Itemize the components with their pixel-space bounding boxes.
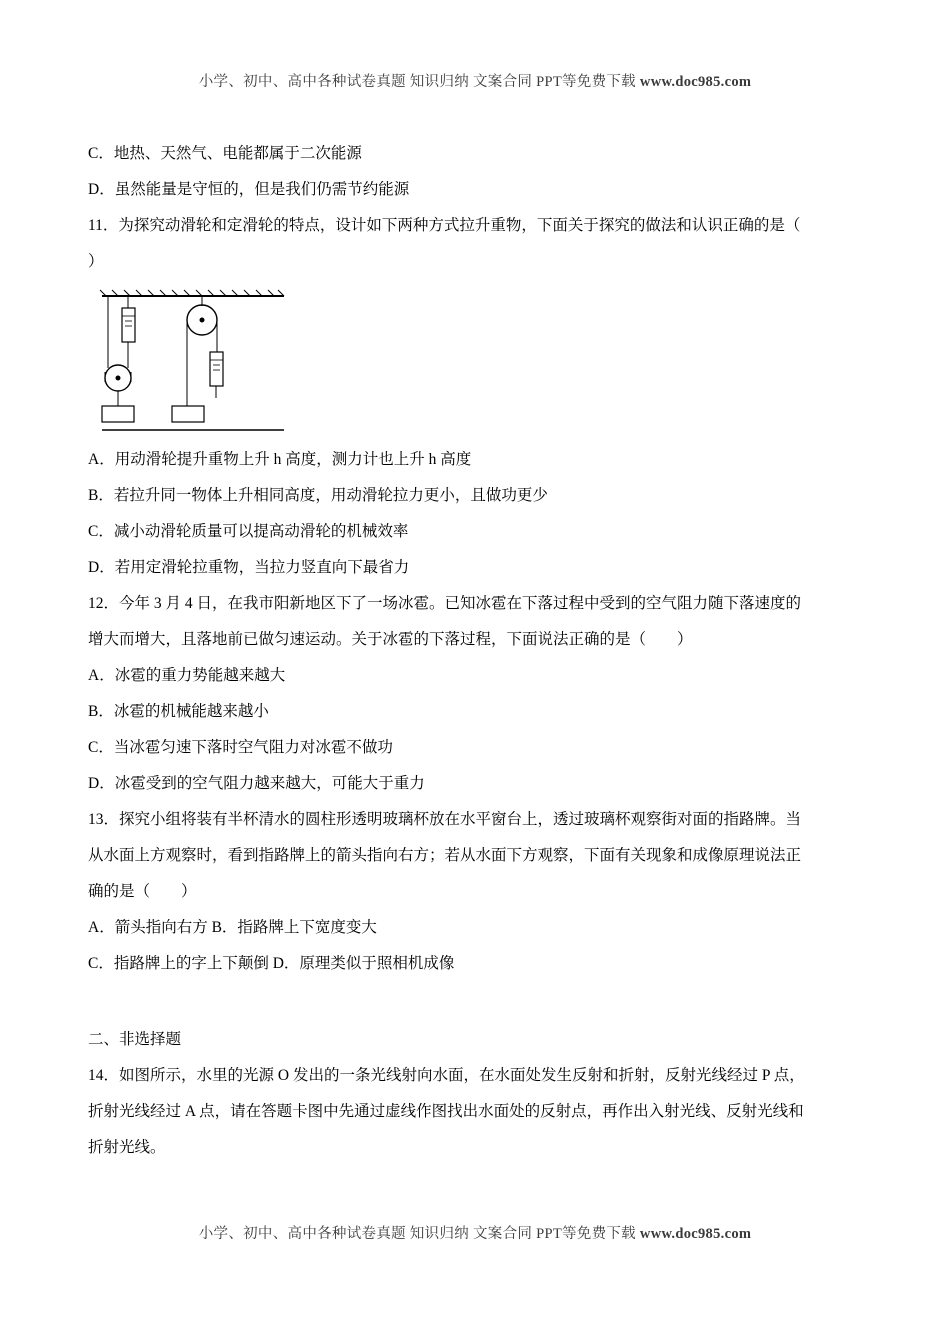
watermark-site: www.doc985.com [639, 74, 752, 90]
question-12-stem-line-2: 增大而增大，且落地前已做匀速运动。关于冰雹的下落过程，下面说法正确的是（ ） [88, 631, 693, 648]
question-11-stem: 11．为探究动滑轮和定滑轮的特点，设计如下两种方式拉升重物，下面关于探究的做法和认识正确的是（ [88, 217, 801, 234]
spacer [88, 982, 862, 1000]
question-12-stem-line-1: 12．今年 3 月 4 日，在我市阳新地区下了一场冰雹。已知冰雹在下落过程中受到的空气阻力随下落速度的 [88, 595, 802, 612]
question-13-option-cd: C．指路牌上的字上下颠倒 D．原理类似于照相机成像 [88, 955, 455, 972]
watermark-site: www.doc985.com [639, 1226, 752, 1242]
section-two-title: 二、非选择题 [88, 1031, 182, 1048]
question-14-line-1: 14．如图所示，水里的光源 O 发出的一条光线射向水面，在水面处发生反射和折射，反射光线经过 P 点， [88, 1067, 805, 1084]
question-12-option-b: B．冰雹的机械能越来越小 [88, 703, 269, 720]
pulley-diagram-icon [94, 286, 334, 434]
question-13-option-ab: A．箭头指向右方 B．指路牌上下宽度变大 [88, 919, 377, 936]
question-14-line-3: 折射光线。 [88, 1139, 166, 1156]
carryover-option-c: C．地热、天然气、电能都属于二次能源 [88, 145, 362, 162]
question-12-option-d: D．冰雹受到的空气阻力越来越大，可能大于重力 [88, 775, 425, 792]
watermark-bottom [0, 1222, 950, 1243]
question-14-line-2: 折射光线经过 A 点，请在答题卡图中先通过虚线作图找出水面处的反射点，再作出入射光线、反射光线和 [88, 1103, 804, 1120]
question-11-stem-cont: ） [88, 253, 104, 270]
question-11-option-a: A．用动滑轮提升重物上升 h 高度，测力计也上升 h 高度 [88, 451, 472, 468]
question-12-option-c: C．当冰雹匀速下落时空气阻力对冰雹不做功 [88, 739, 393, 756]
question-11-option-c: C．减小动滑轮质量可以提高动滑轮的机械效率 [88, 523, 409, 540]
question-13-stem-line-3: 确的是（ ） [88, 883, 197, 900]
question-13-stem-line-2: 从水面上方观察时，看到指路牌上的箭头指向右方；若从水面下方观察，下面有关现象和成像原理说法正 [88, 847, 802, 864]
carryover-option-d: D．虽然能量是守恒的，但是我们仍需节约能源 [88, 181, 410, 198]
watermark-text: 小学、初中、高中各种试卷真题 知识归纳 文案合同 PPT等免费下载 [198, 1226, 636, 1242]
pulley-diagram-figure [88, 286, 862, 434]
question-11-option-d: D．若用定滑轮拉重物，当拉力竖直向下最省力 [88, 559, 410, 576]
document-content [88, 136, 862, 1166]
watermark-text: 小学、初中、高中各种试卷真题 知识归纳 文案合同 PPT等免费下载 [198, 74, 636, 90]
watermark-top [0, 70, 950, 91]
question-12-option-a: A．冰雹的重力势能越来越大 [88, 667, 286, 684]
question-11-option-b: B．若拉升同一物体上升相同高度，用动滑轮拉力更小，且做功更少 [88, 487, 548, 504]
question-13-stem-line-1: 13．探究小组将装有半杯清水的圆柱形透明玻璃杯放在水平窗台上，透过玻璃杯观察街对面的指路牌。当 [88, 811, 802, 828]
